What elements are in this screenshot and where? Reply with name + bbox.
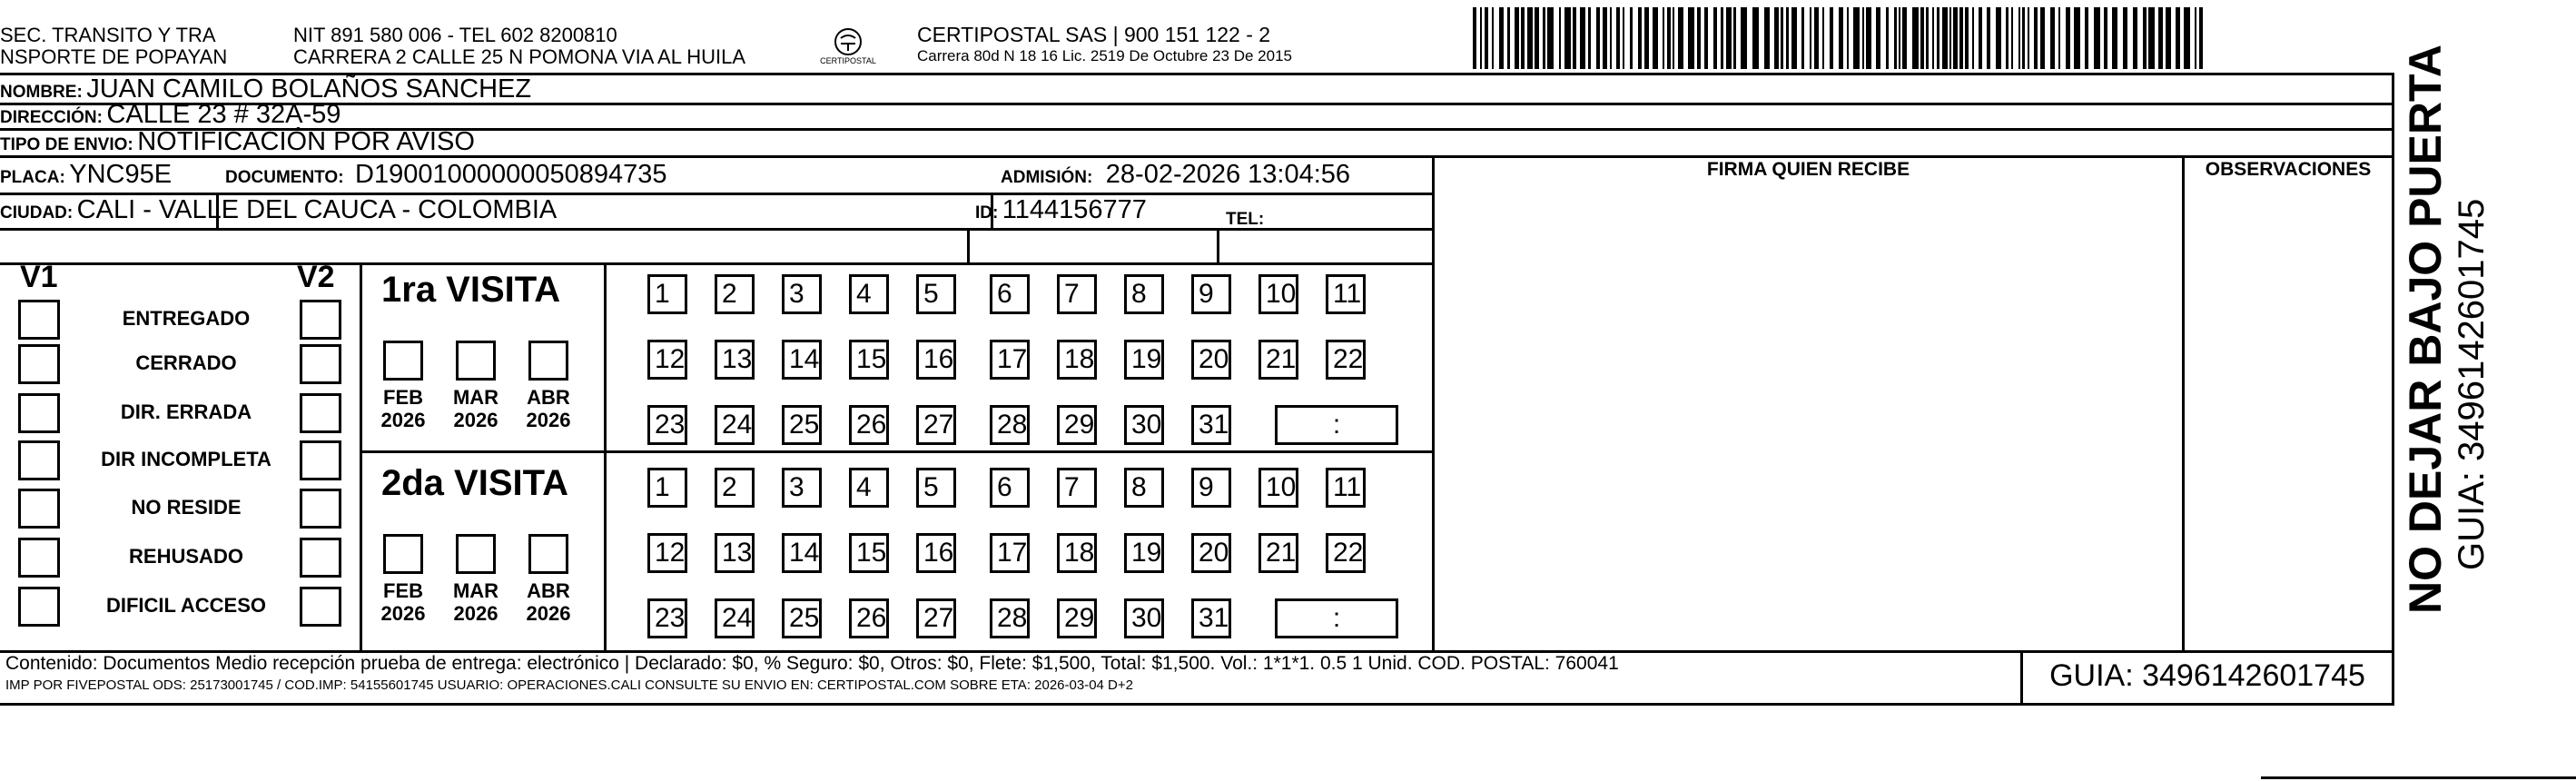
barcode-bar [1573,7,1576,69]
barcode-bar [1480,7,1482,69]
barcode-bar [1697,7,1701,69]
day-box[interactable]: 12 [647,533,687,573]
sender-line-1: SEC. TRANSITO Y TRA [0,24,216,46]
barcode-bar [1667,7,1671,69]
barcode-bar [2112,7,2117,69]
day-box[interactable]: 31 [1191,598,1231,638]
month-label [376,579,430,625]
day-box[interactable]: 24 [715,405,755,445]
barcode-bar [1638,7,1642,69]
barcode-bar [1473,7,1476,69]
barcode-bar [1559,7,1561,69]
barcode-bar [2050,7,2055,69]
day-box[interactable]: 2 [715,468,755,508]
day-box[interactable]: 31 [1191,405,1231,445]
barcode-bar [1580,7,1585,69]
barcode-bar [1547,7,1554,69]
month-name: MAR [452,386,499,409]
barcode-bar [1764,7,1770,69]
day-box[interactable]: 8 [1124,274,1164,314]
barcode-bar [1987,7,1990,69]
footer-print-line: IMP POR FIVEPOSTAL ODS: 25173001745 / COD.IMP: 54155601745 USUARIO: OPERACIONES.CALI CONSULTE SU ENVIO EN: CERTIPOSTAL.COM SOBRE ETA: 2026-03-04 D+2 [5,677,1133,693]
barcode-bar [1704,7,1708,69]
day-box[interactable]: 24 [715,598,755,638]
barcode-bar [1926,7,1929,69]
day-box[interactable]: 22 [1326,340,1366,380]
day-box[interactable]: 29 [1057,598,1097,638]
company-info [917,23,1292,66]
barcode-bar [1485,7,1488,69]
barcode-bar [1899,7,1900,69]
barcode-bar [1786,7,1789,69]
day-box[interactable]: 15 [849,340,889,380]
month-checkbox[interactable] [456,534,496,574]
firma-header: FIRMA QUIEN RECIBE [1706,159,1910,180]
barcode-bar [1866,7,1871,69]
day-box[interactable]: 13 [715,340,755,380]
barcode-bar [1830,7,1833,69]
v2-label: V2 [297,260,335,294]
reason-label: REHUSADO [129,545,243,568]
barcode-bar [2123,7,2127,69]
ciudad-value: CALI - VALLE DEL CAUCA - COLOMBIA [76,195,558,224]
barcode-bar [1959,7,1963,69]
day-box[interactable]: 28 [990,405,1030,445]
barcode-bar [1876,7,1880,69]
day-box[interactable]: 4 [849,274,889,314]
day-box[interactable]: 14 [782,340,822,380]
id-cell [975,195,1147,225]
day-box[interactable]: 3 [782,274,822,314]
day-box[interactable]: 21 [1258,533,1298,573]
barcode-bar [1499,7,1504,69]
tipo-label: TIPO DE ENVIO: [0,135,133,154]
barcode-bar [1543,7,1545,69]
barcode-bar [1673,7,1674,69]
barcode-bar [2028,7,2029,69]
day-box[interactable]: 17 [990,340,1030,380]
footer-content-line: Contenido: Documentos Medio recepción prueba de entrega: electrónico | Declarado: $0, % Seguro: $0, Otros: $0, Flete: $1,500, Total: $1,500. Vol.: 1*1*1. 0.5 1 Unid. COD. POSTAL: 760041 [5,653,1619,674]
v1-checkbox[interactable] [18,300,60,340]
id-label: ID: [975,203,999,222]
barcode-bar [1894,7,1897,69]
second-visit-title: 2da VISITA [381,463,568,503]
direccion-label: DIRECCIÓN: [0,108,103,127]
direccion-row [0,100,341,130]
month-year: 2026 [526,409,571,431]
v1-checkbox[interactable] [18,587,60,627]
barcode-bar [1972,7,1974,69]
day-box[interactable]: 9 [1191,274,1231,314]
barcode-bar [1688,7,1694,69]
barcode-bar [1853,7,1860,69]
reason-label: ENTREGADO [122,307,251,330]
day-box[interactable]: 11 [1326,274,1366,314]
barcode-bar [2022,7,2025,69]
day-box[interactable]: 16 [916,533,956,573]
admision-value: 28-02-2026 13:04:56 [1105,160,1351,189]
barcode-bar [1814,7,1819,69]
nombre-label: NOMBRE: [0,83,83,102]
day-box[interactable]: 20 [1191,533,1231,573]
day-box[interactable]: 19 [1124,533,1164,573]
barcode-bar [1610,7,1612,69]
v2-checkbox[interactable] [300,587,341,627]
barcode-bar [1781,7,1783,69]
barcode-bar [2104,7,2107,69]
day-box[interactable]: 20 [1191,340,1231,380]
barcode-bar [1953,7,1958,69]
barcode-bar [2040,7,2045,69]
v1-checkbox[interactable] [18,393,60,433]
barcode [1473,7,2210,69]
barcode-bar [2195,7,2196,69]
v2-checkbox[interactable] [300,393,341,433]
month-name: ABR [527,579,570,602]
time-box[interactable]: : [1275,598,1398,638]
month-checkbox[interactable] [528,534,568,574]
direccion-value: CALLE 23 # 32A-59 [106,100,341,129]
admision-label: ADMISIÓN: [1001,168,1093,187]
placa-label: PLACA: [0,168,65,187]
company-name: CERTIPOSTAL SAS | 900 151 122 - 2 [917,23,1271,46]
day-box[interactable]: 2 [715,274,755,314]
day-box[interactable]: 30 [1124,598,1164,638]
month-label [449,386,503,431]
month-label [376,386,430,431]
observaciones-header: OBSERVACIONES [2205,159,2372,180]
barcode-bar [2018,7,2020,69]
day-box[interactable]: 13 [715,533,755,573]
month-name: ABR [527,386,570,409]
day-box[interactable]: 4 [849,468,889,508]
barcode-bar [1492,7,1494,69]
month-name: FEB [383,386,423,409]
day-box[interactable]: 28 [990,598,1030,638]
documento-cell [225,160,667,190]
barcode-bar [1623,7,1624,69]
day-box[interactable]: 6 [990,468,1030,508]
month-year: 2026 [380,409,426,431]
v1-checkbox[interactable] [18,538,60,578]
tipo-row [0,127,475,157]
barcode-bar [1521,7,1525,69]
footer-guia: GUIA: 3496142601745 [2049,658,2365,693]
barcode-bar [1801,7,1804,69]
signature-area[interactable] [1435,187,2182,650]
day-box[interactable]: 1 [647,274,687,314]
barcode-bar [1932,7,1934,69]
tel-label: TEL: [1226,210,1265,229]
barcode-bar [1588,7,1591,69]
barcode-bar [1564,7,1571,69]
barcode-bar [1791,7,1797,69]
barcode-bar [1678,7,1683,69]
barcode-bar [1902,7,1907,69]
day-box[interactable]: 17 [990,533,1030,573]
tel-cell [1226,202,1264,232]
month-checkbox[interactable] [383,341,423,381]
day-box[interactable]: 5 [916,274,956,314]
first-visit-title: 1ra VISITA [381,270,561,310]
barcode-bar [2176,7,2180,69]
barcode-bar [2006,7,2008,69]
barcode-bar [1507,7,1510,69]
barcode-bar [1847,7,1849,69]
barcode-bar [1912,7,1919,69]
day-box[interactable]: 22 [1326,533,1366,573]
reason-label: NO RESIDE [131,496,242,519]
barcode-bar [1810,7,1811,69]
day-box[interactable]: 10 [1258,274,1298,314]
day-box[interactable]: 1 [647,468,687,508]
barcode-bar [2158,7,2163,69]
day-box[interactable]: 7 [1057,274,1097,314]
barcode-bar [1942,7,1948,69]
v1-checkbox[interactable] [18,440,60,480]
month-checkbox[interactable] [383,534,423,574]
barcode-bar [1663,7,1664,69]
barcode-bar [2148,7,2155,69]
day-box[interactable]: 10 [1258,468,1298,508]
barcode-bar [1937,7,1939,69]
day-box[interactable]: 14 [782,533,822,573]
barcode-bar [2066,7,2070,69]
barcode-bar [1949,7,1951,69]
month-name: MAR [452,579,499,602]
barcode-bar [1741,7,1747,69]
month-label [521,386,576,431]
v1-label: V1 [20,260,58,294]
placa-cell [0,160,172,190]
reason-label: DIFICIL ACCESO [105,594,266,617]
day-box[interactable]: 26 [849,405,889,445]
day-box[interactable]: 21 [1258,340,1298,380]
month-checkbox[interactable] [528,341,568,381]
barcode-bar [1630,7,1633,69]
ciudad-label: CIUDAD: [0,203,74,222]
barcode-bar [2166,7,2171,69]
month-label [449,579,503,625]
month-label [521,579,576,625]
barcode-bar [2199,7,2203,69]
barcode-bar [1965,7,1969,69]
bottom-fragment-line [2261,776,2576,779]
barcode-bar [1535,7,1539,69]
time-box[interactable]: : [1275,405,1398,445]
barcode-bar [1644,7,1649,69]
tipo-value: NOTIFICACIÓN POR AVISO [137,127,475,156]
barcode-bar [2058,7,2060,69]
barcode-bar [2074,7,2080,69]
v1-checkbox[interactable] [18,344,60,384]
barcode-bar [1616,7,1620,69]
v2-checkbox[interactable] [300,344,341,384]
barcode-bar [1774,7,1779,69]
day-box[interactable]: 5 [916,468,956,508]
sender-name [0,25,227,68]
day-box[interactable]: 23 [647,405,687,445]
barcode-bar [1920,7,1924,69]
barcode-bar [2143,7,2147,69]
day-box[interactable]: 11 [1326,468,1366,508]
sender-nit: NIT 891 580 006 - TEL 602 8200810 [293,24,617,46]
reason-label: CERRADO [135,351,237,374]
v2-checkbox[interactable] [300,489,341,529]
barcode-bar [1527,7,1533,69]
month-checkbox[interactable] [456,341,496,381]
footer-info [5,652,2012,696]
day-box[interactable]: 25 [782,405,822,445]
day-box[interactable]: 25 [782,598,822,638]
month-name: FEB [383,579,423,602]
day-box[interactable]: 16 [916,340,956,380]
barcode-bar [1721,7,1723,69]
barcode-bar [1515,7,1519,69]
barcode-bar [1979,7,1982,69]
day-box[interactable]: 27 [916,598,956,638]
barcode-bar [2184,7,2190,69]
day-box[interactable]: 30 [1124,405,1164,445]
certipostal-logo [820,24,876,71]
sender-address: CARRERA 2 CALLE 25 N POMONA VIA AL HUILA [293,45,746,68]
day-box[interactable]: 26 [849,598,889,638]
v2-checkbox[interactable] [300,538,341,578]
day-box[interactable]: 23 [647,598,687,638]
observations-area[interactable] [2185,187,2392,650]
barcode-bar [1862,7,1864,69]
v2-checkbox[interactable] [300,440,341,480]
ciudad-cell [0,195,557,225]
month-year: 2026 [380,602,426,625]
nombre-value: JUAN CAMILO BOLAÑOS SANCHEZ [86,74,532,104]
barcode-bar [2034,7,2038,69]
reason-label: DIR INCOMPLETA [101,448,271,470]
day-box[interactable]: 8 [1124,468,1164,508]
barcode-bar [2133,7,2137,69]
barcode-bar [1713,7,1717,69]
barcode-bar [2085,7,2088,69]
day-box[interactable]: 6 [990,274,1030,314]
day-box[interactable]: 18 [1057,340,1097,380]
barcode-bar [1653,7,1658,69]
barcode-bar [2011,7,2013,69]
admision-cell [1001,160,1350,190]
barcode-bar [1822,7,1824,69]
barcode-bar [1596,7,1600,69]
v2-checkbox[interactable] [300,300,341,340]
day-box[interactable]: 15 [849,533,889,573]
logo-text: CERTIPOSTAL [820,56,876,65]
company-address: Carrera 80d N 18 16 Lic. 2519 De Octubre 23 De 2015 [917,47,1292,64]
reason-label: DIR. ERRADA [120,400,252,423]
documento-value: D19001000000050894735 [355,160,667,189]
placa-value: YNC95E [69,160,173,189]
v1-checkbox[interactable] [18,489,60,529]
sender-contact [293,25,745,68]
id-value: 1144156777 [1002,195,1147,224]
month-year: 2026 [526,602,571,625]
day-box[interactable]: 27 [916,405,956,445]
month-year: 2026 [453,409,498,431]
barcode-bar [1603,7,1607,69]
barcode-bar [1733,7,1736,69]
day-box[interactable]: 19 [1124,340,1164,380]
month-year: 2026 [453,602,498,625]
day-box[interactable]: 29 [1057,405,1097,445]
barcode-bar [1886,7,1889,69]
documento-label: DOCUMENTO: [225,168,344,187]
day-box[interactable]: 18 [1057,533,1097,573]
sender-line-2: NSPORTE DE POPAYAN [0,45,228,68]
barcode-bar [1752,7,1759,69]
day-box[interactable]: 7 [1057,468,1097,508]
side-guia: GUIA: 3496142601745 [2452,198,2492,570]
day-box[interactable]: 9 [1191,468,1231,508]
barcode-bar [1726,7,1732,69]
day-box[interactable]: 12 [647,340,687,380]
day-box[interactable]: 3 [782,468,822,508]
barcode-bar [1996,7,2001,69]
barcode-bar [1839,7,1843,69]
no-dejar-warning: NO DEJAR BAJO PUERTA [2400,44,2451,614]
barcode-bar [2094,7,2100,69]
